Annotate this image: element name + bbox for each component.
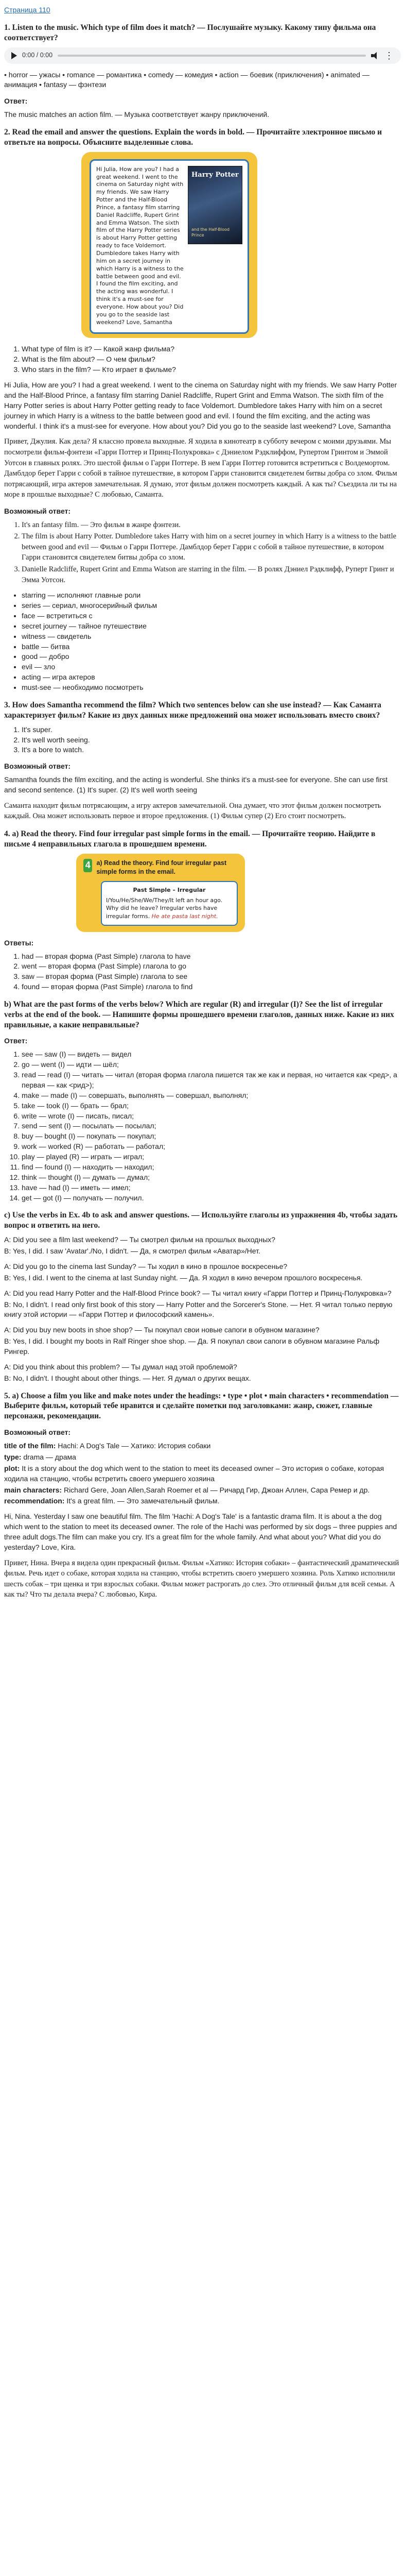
list-item: 3. Who stars in the film? — Кто играет в фильме? — [22, 365, 401, 375]
ex4a-answers — [4, 952, 401, 993]
note-value: Richard Gere, Joan Allen,Sarah Roemer et al — Ричард Гир, Джоан Аллен, Сара Ремер и др. — [62, 1485, 370, 1494]
list-item: 4. found — вторая форма (Past Simple) глагола to find — [22, 982, 401, 992]
ex1-heading: 1. Listen to the music. Which type of film does it match? — Послушайте музыку. Какому типу фильма она соответствует? — [4, 23, 376, 42]
audio-progress-bar[interactable] — [58, 55, 366, 57]
list-item: 5. take — took (I) — брать — брал; — [22, 1101, 401, 1111]
note-value: It is a story about the dog which went to the station to meet its deceased owner – Это история о собаке, которая ходила на станцию, чтобы встретить своего умершего хозяина — [4, 1464, 384, 1483]
theory-card-title: Past Simple – Irregular — [133, 887, 206, 894]
list-item: • series — сериал, многосерийный фильм — [22, 601, 401, 611]
list-item: 14. get — got (I) — получать — получил. — [22, 1193, 401, 1204]
list-item: 10. play — played (R) — играть — играл; — [22, 1152, 401, 1162]
note-item — [4, 1452, 401, 1463]
note-key: main characters: — [4, 1485, 62, 1494]
ex5-letter-en: Hi, Nina. Yesterday I saw one beautiful film. The film 'Hachi: A Dog's Tale' is a fantastic drama film. It is about a the dog which went to the station to meet its deceased owner. The role of the Hachi was performed by six dogs – three puppies and three adult dogs.The film can make you cry. It's a great film for the whole family. And what about you? What did you do yesterday? Love, Kira. — [4, 1512, 397, 1551]
theory-header — [83, 859, 238, 877]
ex4a-heading: 4. a) Read the theory. Find four irregular past simple forms in the email. — Прочитайте теорию. Найдите в письме 4 неправильных глагола в прошедшем времени. — [4, 829, 376, 849]
list-item: 2. go — went (I) — идти — шёл; — [22, 1060, 401, 1070]
ex2-answer-label: Возможный ответ: — [4, 506, 71, 515]
ex2-letter-ru: Привет, Джулия. Как дела? Я классно провела выходные. Я ходила в кинотеатр в субботу вечером с моими друзьями. Мы посмотрели фильм-фэнтези «Гарри Поттер и Принц-Полукровка» с Дэниелом Рэдклиффом, Рупертом Гринтом и Эммой Уотсон в главных ролях. Это шестой фильм о Гарри Поттере. В нем Гарри Поттер готовится встретиться с Волдемортом. Дамблдор берет Гарри с собой в тайное путешествие, в котором Гарри становится свидетелем битвы добра со злом. Фильм потрясающий, игра актеров замечательная. Я думаю, этот фильм должен посмотреть каждый. А как ты? Съездила ли ты на море в прошлые выходные? С любовью, Саманта. — [4, 437, 397, 499]
list-item: 2. went — вторая форма (Past Simple) глагола to go — [22, 961, 401, 972]
list-item: • acting — игра актеров — [22, 672, 401, 683]
theory-number: 4 — [83, 859, 92, 872]
ex5-letter-ru: Привет, Нина. Вчера я видела один прекрасный фильм. Фильм «Хатико: История собаки» – фантастический драматический фильм. Речь идет о собаке, которая ходила на станцию, чтобы встретить своего умершего хозяина. Роль Хатико исполнили шесть собак – три щенка и три взрослых собаки. Фильм может растрогать до слез. Это отличный фильм для всей семьи. А как ты? Что ты делала вчера? С любовью, Кира. — [4, 1558, 399, 1599]
note-key: title of the film: — [4, 1442, 56, 1450]
volume-icon[interactable] — [371, 52, 379, 59]
ex1-answer: The music matches an action film. — Музыка соответствует жанру приключений. — [4, 110, 270, 119]
list-item: • starring — исполняют главные роли — [22, 590, 401, 601]
ex4b-heading: b) What are the past forms of the verbs below? Which are regular (R) and irregular (I)? See the list of irregular verbs at the end of the book. — Напишите формы прошедшего времени глаголов, данных ниже. Какие из них правильные, а какие неправильные? — [4, 1000, 394, 1029]
ex2-heading: 2. Read the email and answer the questions. Explain the words in bold. — Прочитайте электронное письмо и ответьте на вопросы. Объясните выделенные слова. — [4, 128, 382, 147]
note-key: recommendation: — [4, 1497, 65, 1505]
list-item: 3. saw — вторая форма (Past Simple) глагола to see — [22, 972, 401, 982]
play-icon[interactable] — [11, 52, 17, 59]
note-value: It's a great film. — Это замечательный фильм. — [64, 1497, 220, 1505]
ex4b-answer-label: Ответ: — [4, 1037, 28, 1045]
email-text: Hi Julia, How are you? I had a great weekend. I went to the cinema on Saturday night with my friends. We saw Harry Potter and the Half-Blood Prince, a fantasy film starring Daniel Radcliffe, Rupert Grint and Emma Watson. The sixth film of the Harry Potter series is about Harry Potter getting ready to face Voldemort. Dumbledore takes Harry with him on a secret journey in which Harry is a witness to the battle between good and evil. I found the film exciting, and the acting was wonderful. I think it's a must-see for everyone. How about you? Did you go to the seaside last weekend? Love, Samantha — [96, 165, 184, 326]
theory-card-text: I/You/He/She/We/They/It left an hour ago. Why did he leave? Irregular verbs have irregular forms. — [106, 896, 223, 920]
audio-time: 0:00 / 0:00 — [22, 51, 53, 59]
dialogue-line: A: Did you think about this problem? — Ты думал над этой проблемой? — [4, 1362, 237, 1371]
dialogue-line: A: Did you go to the cinema last Sunday? — Ты ходил в кино в прошлое воскресенье? — [4, 1262, 288, 1270]
ex4b-answers — [4, 1049, 401, 1203]
dialogue-line: B: Yes, I did. I saw 'Avatar'./No, I didn't. — Да, я смотрел фильм «Аватар»/Нет. — [4, 1247, 260, 1256]
dialogue-line: B: Yes, I did. I bought my boots in Ralf Ringer shoe shop. — Да. Я покупал свои сапоги в обувном магазине Ральф Рингер. — [4, 1337, 380, 1356]
list-item: 3. read — read (I) — читать — читал (вторая форма глагола пишется так же как и первая, но читается как <ред>, а первая — как <рид>); — [22, 1070, 401, 1091]
list-item: 8. buy — bought (I) — покупать — покупал; — [22, 1131, 401, 1142]
film-poster — [188, 166, 242, 244]
list-item: 13. have — had (I) — иметь — имел; — [22, 1183, 401, 1193]
ex1-answer-label: Ответ: — [4, 97, 28, 106]
note-item — [4, 1485, 401, 1496]
poster-subtitle: and the Half-Blood Prince — [191, 227, 230, 238]
ex5-heading: 5. a) Choose a film you like and make notes under the headings: • type • plot • main characters • recommendation — Выберите фильм, который тебе нравится и сделайте пометки под заголовками: жанр, сюжет, главные персонажи, рекомендации. — [4, 1391, 399, 1421]
list-item: 6. write — wrote (I) — писать, писал; — [22, 1111, 401, 1122]
poster-title: Harry Potter — [191, 171, 239, 179]
ex3-answer-ru: Саманта находит фильм потрясающим, а игру актеров замечательной. Она думает, что этот фильм должен посмотреть каждый. Она может использовать первое и второе предложения. (1) Фильм супер (2) Его стоит посмотреть. — [4, 801, 381, 821]
note-item — [4, 1441, 401, 1451]
list-item: 2. The film is about Harry Potter. Dumbledore takes Harry with him on a secret journey in which Harry is a witness to the battle between good and evil — Фильм о Гарри Поттере. Дамблдор берет Гарри с собой в тайное путешествие, в котором Гарри становится свидетелем битвы добра со злом. — [22, 531, 401, 563]
ex2-letter-en: Hi Julia, How are you? I had a great weekend. I went to the cinema on Saturday night with my friends. We saw Harry Potter and the Half-Blood Prince, a fantasy film starring Daniel Radcliffe, Rupert Grint and Emma Watson. The sixth film of the Harry Potter series is about Harry Potter getting ready to face Voldemort. Dumbledore takes Harry with him on a secret journey in which Harry is a witness to the battle between good and evil. I found the film exciting, and the acting was wonderful. I think it's a must-see for everyone. How about you? Did you go to the seaside last weekend? Love, Samantha — [4, 381, 397, 430]
note-item — [4, 1496, 401, 1506]
list-item: • face — встретиться с — [22, 611, 401, 621]
list-item: 3. It's a bore to watch. — [22, 745, 401, 755]
list-item: 11. find — found (I) — находить — находил; — [22, 1162, 401, 1173]
email-top — [96, 166, 242, 327]
ex3-heading: 3. How does Samantha recommend the film? Which two sentences below can she use instead? — Как Саманта характеризует фильм? Какие из двух данных ниже предложений она может использовать вместо своих? — [4, 700, 381, 720]
dialogue-line: B: No, I didn't. I thought about other things. — Нет. Я думал о других вещах. — [4, 1374, 251, 1382]
list-item: • good — добро — [22, 652, 401, 662]
list-item: 7. send — sent (I) — посылать — посылал; — [22, 1121, 401, 1131]
ex2-vocab — [4, 590, 401, 693]
page-link[interactable]: Страница 110 — [4, 6, 50, 14]
ex3-answer-label: Возможный ответ: — [4, 762, 71, 771]
list-item: • secret journey — тайное путешествие — [22, 621, 401, 632]
list-item: 3. Danielle Radcliffe, Rupert Grint and Emma Watson are starring in the film. — В ролях Дэниел Рэдклифф, Руперт Гринт и Эмма Уотсон. — [22, 564, 401, 585]
note-key: plot: — [4, 1464, 20, 1472]
ex2-answers — [4, 520, 401, 585]
dialogue-line: A: Did you read Harry Potter and the Half-Blood Prince book? — Ты читал книгу «Гарри Поттер и Принц-Полукровка»? — [4, 1289, 392, 1297]
textbook-email-image — [81, 152, 257, 338]
theory-title: a) Read the theory. Find four irregular past simple forms in the email. — [96, 859, 227, 876]
theory-image — [76, 854, 245, 932]
theory-card-example: He ate pasta last night. — [151, 913, 218, 920]
dialogue-line: A: Did you buy new boots in shoe shop? — Ты покупал свои новые сапоги в обувном магазине? — [4, 1326, 320, 1334]
dialogue-line: B: Yes, I did. I went to the cinema at last Sunday night. — Да. Я ходил в кино вечером прошлого воскресенья. — [4, 1273, 363, 1282]
list-item: 4. make — made (I) — совершать, выполнять — совершал, выполнял; — [22, 1091, 401, 1101]
ex4a-answer-label: Ответы: — [4, 938, 34, 947]
dialogue-line: B: No, I didn't. I read only first book of this story — Harry Potter and the Sorcerer's Stone. — Нет. Я читал только первую книгу этой истории — «Гарри Поттер и философский камень». — [4, 1300, 393, 1319]
list-item: 1. had — вторая форма (Past Simple) глагола to have — [22, 952, 401, 962]
audio-player — [4, 47, 401, 64]
dialogue-line: A: Did you see a film last weekend? — Ты смотрел фильм на прошлых выходных? — [4, 1235, 275, 1244]
note-value: drama — драма — [21, 1452, 76, 1461]
ex5-answer-label: Возможный ответ: — [4, 1428, 71, 1437]
ex4c-heading: c) Use the verbs in Ex. 4b to ask and answer questions. — Используйте глаголы из упражнения 4b, чтобы задать вопрос и ответить на него. — [4, 1211, 398, 1230]
note-key: type: — [4, 1452, 22, 1461]
list-item: 1. It's an fantasy film. — Это фильм в жанре фэнтези. — [22, 520, 401, 531]
more-options-icon[interactable]: ⋮ — [384, 50, 394, 61]
list-item: 1. It's super. — [22, 725, 401, 735]
note-item — [4, 1464, 401, 1484]
list-item: 1. see — saw (I) — видеть — видел — [22, 1049, 401, 1060]
ex3-answer-en: Samantha founds the film exciting, and the acting is wonderful. She thinks it's a must-see for everyone. She can use first and second sentence. (1) It's super. (2) It's well worth seeing — [4, 775, 388, 794]
list-item: • evil — зло — [22, 662, 401, 672]
email-card — [90, 159, 249, 334]
ex1-genres: • horror — ужасы • romance — романтика • comedy — комедия • action — боевик (приключения) • animated — анимация • fantasy — фэнтези — [4, 70, 369, 89]
list-item: • battle — битва — [22, 642, 401, 652]
list-item: 9. work — worked (R) — работать — работал; — [22, 1142, 401, 1152]
theory-card — [101, 881, 238, 925]
list-item: • witness — свидетель — [22, 632, 401, 642]
ex2-questions — [4, 344, 401, 375]
note-value: Hachi: A Dog's Tale — Хатико: История собаки — [56, 1442, 211, 1450]
list-item: 12. think — thought (I) — думать — думал; — [22, 1173, 401, 1183]
list-item: 2. What is the film about? — О чем фильм? — [22, 354, 401, 365]
list-item: 1. What type of film is it? — Какой жанр фильма? — [22, 344, 401, 354]
list-item: • must-see — необходимо посмотреть — [22, 683, 401, 693]
ex3-options — [4, 725, 401, 756]
list-item: 2. It's well worth seeing. — [22, 735, 401, 745]
